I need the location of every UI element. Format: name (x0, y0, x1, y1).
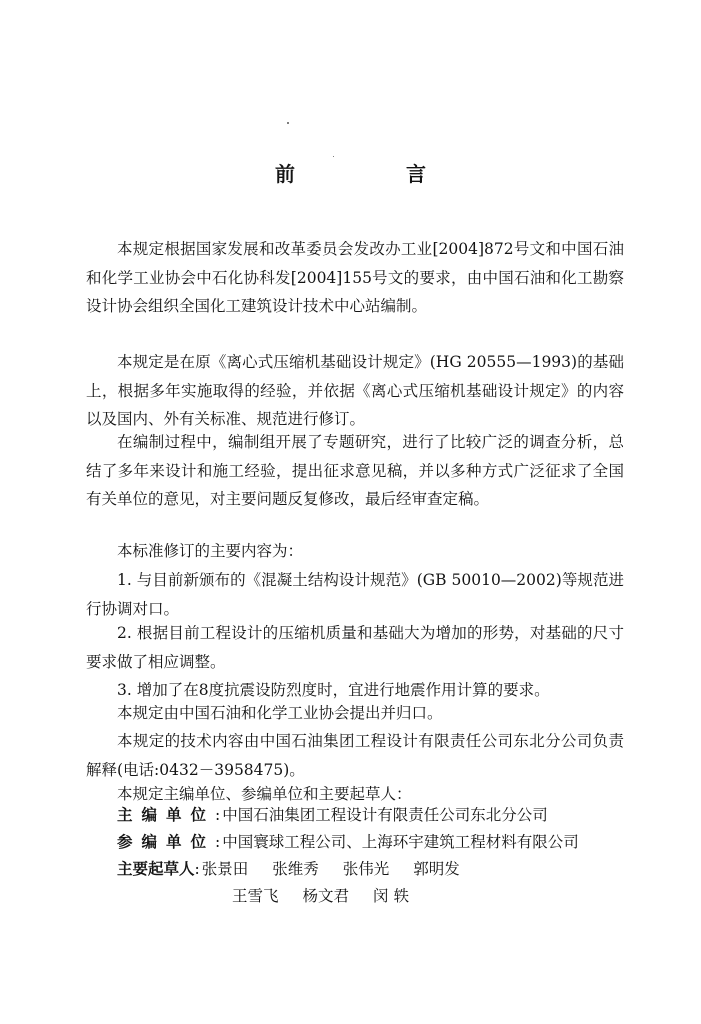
paragraph-interpretation: 本规定的技术内容由中国石油集团工程设计有限责任公司东北分公司负责解释(电话:0432－3958475)。 (86, 732, 624, 779)
main-unit-row (117, 803, 548, 827)
revision-item-3: 3. 增加了在8度抗震设防烈度时，宜进行地震作用计算的要求。 (117, 681, 550, 699)
participating-unit-row (117, 830, 579, 854)
scan-speck (333, 156, 334, 157)
main-unit-label: 主编单位 (117, 805, 216, 824)
scan-speck (287, 122, 289, 124)
page-title: 前 言 (275, 162, 478, 186)
paragraph-proposer: 本规定由中国石油和化学工业协会提出并归口。 (117, 704, 443, 722)
paragraph-revision-intro: 本标准修订的主要内容为： (117, 542, 304, 560)
drafter-name: 王雪飞 (232, 887, 279, 905)
paragraph-credits-intro: 本规定主编单位、参编单位和主要起草人： (117, 785, 412, 803)
main-unit-value: 中国石油集团工程设计有限责任公司东北分公司 (222, 806, 548, 824)
paragraph-origin: 本规定是在原《离心式压缩机基础设计规定》(HG 20555—1993)的基础上，根据多年实施取得的经验，并依据《离心式压缩机基础设计规定》的内容以及国内、外有关标准、规范进行修订。 (86, 353, 624, 428)
drafters-label: 主要起草人 (117, 859, 195, 878)
colon: : (215, 806, 221, 824)
participating-unit-label: 参编单位 (117, 832, 216, 851)
colon: : (215, 833, 221, 851)
participating-unit-value: 中国寰球工程公司、上海环宇建筑工程材料有限公司 (222, 833, 579, 851)
drafter-name: 张维秀 (272, 860, 319, 878)
drafter-name: 张伟光 (342, 860, 390, 878)
revision-item-1: 1. 与目前新颁布的《混凝土结构设计规范》(GB 50010—2002)等规范进行协调对口。 (86, 571, 624, 618)
colon: : (194, 860, 200, 878)
drafter-name: 张景田 (201, 860, 249, 878)
drafters-row-continued (232, 884, 409, 908)
drafters-row (117, 857, 460, 881)
revision-item-2: 2. 根据目前工程设计的压缩机质量和基础大为增加的形势，对基础的尺寸要求做了相应调整。 (86, 624, 624, 671)
paragraph-basis: 本规定根据国家发展和改革委员会发改办工业[2004]872号文和中国石油和化学工业协会中石化协科发[2004]155号文的要求，由中国石油和化工勘察设计协会组织全国化工建筑设计技术中心站编制。 (86, 240, 624, 315)
paragraph-process: 在编制过程中，编制组开展了专题研究，进行了比较广泛的调查分析，总结了多年来设计和施工经验，提出征求意见稿，并以多种方式广泛征求了全国有关单位的意见，对主要问题反复修改，最后经审查定稿。 (86, 433, 624, 508)
drafter-name: 闵 轶 (373, 887, 409, 905)
drafter-name: 郭明发 (413, 860, 460, 878)
drafter-name: 杨文君 (302, 887, 350, 905)
